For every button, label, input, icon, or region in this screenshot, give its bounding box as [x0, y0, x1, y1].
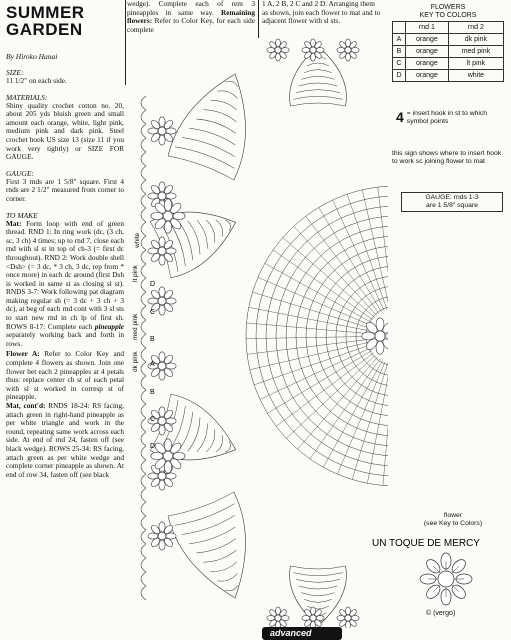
side-label-lt-pink: lt pink — [132, 265, 139, 282]
key-title-2: KEY TO COLORS — [419, 12, 477, 19]
sign-note — [392, 150, 506, 166]
flower-detail-diagram — [415, 548, 477, 610]
diagram-drawing — [141, 39, 388, 628]
key-title-1: FLOWERS — [430, 4, 466, 11]
remaining-label: Remaining flowers: — [127, 7, 255, 26]
key-row: C orange lt pink — [393, 58, 504, 70]
mat-text-end: separately working back and forth in rows. — [6, 330, 124, 348]
materials-text: Shiny quality crochet cotton no. 20, about 205 yds bluish green and small amount each orange, white, light pink, medium pink and dark pink. Steel crochet hook US size 13 (size 11 if you work very tightly) or SIZE FOR GAUGE. — [6, 100, 124, 162]
mat-paragraph — [6, 220, 124, 349]
gauge-text: First 3 rnds are 1 5/8" square. First 4 rnds are 2 1/2" measured from corner to corner. — [6, 176, 124, 203]
gauge-heading: GAUGE: — [6, 168, 34, 178]
side-label-med-pink: med pink — [132, 313, 139, 340]
key-row: B orange med pink — [393, 46, 504, 58]
key-row: D orange white — [393, 70, 504, 82]
side-label-white: white — [134, 232, 141, 248]
chart-letter: C — [150, 416, 156, 423]
gauge-box — [401, 192, 503, 212]
key-corner — [393, 22, 406, 34]
flower-a-text: Refer to Color Key and complete 4 flowers as shown. Join one flower bet each 2 pineapples at 4 petals thus: replace center ch st of each petal with sl st worked in corresp st of pineapple. — [6, 349, 124, 402]
chart-letter: D — [150, 443, 156, 450]
key-col-rnd2: rnd 2 — [448, 22, 503, 34]
mat-contd-text: RNDS 18-24: RS facing, attach green in right-hand pineapple as per white triangle and work in the round, repeating same work across each side. At end of rnd 24, fasten off (see black wedge). ROWS 25-34: RS facing, attach green as per white wedge and complete corner pineapple as shown. At end of row 34, fasten off (see black — [6, 401, 124, 479]
publisher-logo: advanced — [262, 627, 342, 640]
mat-contd-paragraph — [6, 402, 124, 479]
color-key — [392, 4, 504, 82]
chart-letter: A — [150, 361, 155, 368]
mat-text: Form loop with end of green thread. RND 1: In ring work (dc, (3 ch, sc, 3 ch) 4 times; up to rnd 7, close each rnd with sl st in top of ch-3 (= first dc throughout). RND 2: Work double shell <Dsh> (= 3 dc, * 3 ch, 3 dc, rep from * once more) in each dc around (first Dsh is worked in same st as closing sl st). RNDS 3-7: Work following pat diagram making regular sh (= 3 dc + 3 ch + 3 dc), at beg of each rnd cont with 3 sl sts to start new rnd in ch lp of first sh. ROWS 8-17: Complete each — [6, 218, 124, 331]
column-divider — [258, 0, 259, 38]
instructions-column — [6, 4, 124, 624]
key-header-row — [393, 22, 504, 34]
key-table — [392, 21, 504, 82]
size-text: 11 1/2" on each side. — [6, 76, 67, 85]
col2-text: wedge). Complete each of rem 3 pineapples in same way. Remaining flowers: Refer to Color Key, for each side complete — [127, 0, 255, 35]
chart-letter: B — [150, 336, 155, 343]
pineapple-word: pineapple — [94, 321, 124, 331]
sign-note-text: this sign shows where to insert hook to work sc joining flower to mat — [392, 150, 502, 165]
pattern-title-line2: GARDEN — [6, 20, 83, 39]
side-label-dk-pink: dk pink — [132, 351, 139, 372]
key-col-rnd1: rnd 1 — [406, 22, 449, 34]
column-divider — [125, 0, 126, 85]
byline: By Hiroko Hanai — [6, 52, 58, 61]
chart-letter: C — [150, 309, 156, 316]
to-make-heading: TO MAKE — [6, 210, 38, 220]
hook-note-text: = insert hook in st to which symbol points — [406, 110, 488, 125]
crochet-diagram — [128, 36, 388, 628]
flower-a-label: Flower A: — [6, 349, 40, 359]
size-heading: SIZE: — [6, 68, 24, 77]
gauge-box-line1: GAUGE: rnds 1-3 — [425, 194, 479, 201]
gauge-box-line2: are 1 5/8" square — [426, 202, 478, 209]
remaining-text: Refer to Color Key, for each side complete — [127, 16, 255, 35]
mat-label: Mat: — [6, 218, 22, 228]
flower-detail-label: flower (see Key to Colors) — [423, 512, 483, 527]
pattern-title-line1: SUMMER — [6, 4, 85, 22]
key-row: A orange dk pink — [393, 34, 504, 46]
credit-text: © (vergo) — [426, 610, 456, 617]
chart-letter: B — [150, 389, 155, 396]
hook-symbol: 4 — [396, 109, 404, 125]
chart-letter: D — [150, 281, 156, 288]
materials-heading: MATERIALS: — [6, 92, 48, 102]
watermark-text: UN TOQUE DE MERCY — [372, 538, 480, 549]
flower-a-paragraph — [6, 350, 124, 402]
mat-contd-label: Mat, cont'd: — [6, 401, 46, 410]
col3-text: 1 A, 2 B, 2 C and 2 D. Arranging them as shown, join each flower to mat and to adjacent flower with sl sts. — [262, 0, 381, 26]
hook-note — [396, 110, 506, 126]
